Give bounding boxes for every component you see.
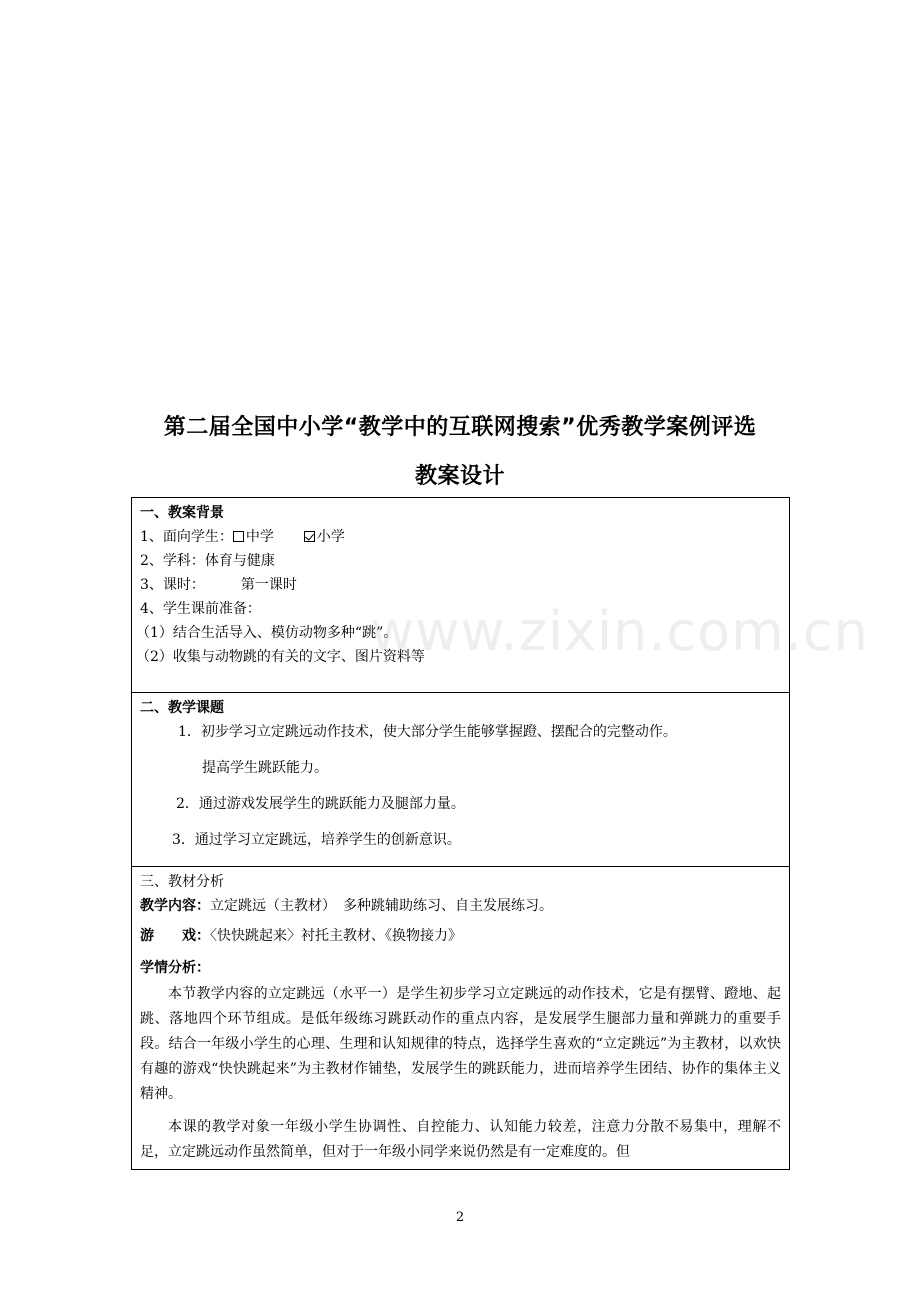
document-title: 第二届全国中小学“教学中的互联网搜索”优秀教学案例评选 bbox=[163, 415, 757, 440]
page-number: 2 bbox=[455, 1210, 465, 1225]
checkbox-primary-school[interactable] bbox=[304, 531, 315, 542]
goal-item: 2．通过游戏发展学生的跳跃能力及腿部力量。 bbox=[176, 796, 465, 812]
analysis-paragraph: 本节教学内容的立定跳远（水平一）是学生初步学习立定跳远的动作技术，它是有摆臂、蹬地、起跳、落地四个环节组成。是低年级练习跳跃动作的重点内容，是发展学生腿部力量和弹跳力的重要手段。结合一年级小学生的心理、生理和认知规律的特点，选择学生喜欢的“立定跳远”为主教材，以欢快有趣的游戏“快快跳起来”为主教材作铺垫，发展学生的跳跃能力，进而培养学生团结、协作的集体主义精神。 bbox=[140, 986, 781, 1102]
checkbox-middle-school[interactable] bbox=[233, 531, 244, 542]
game-label: 游 戏： bbox=[140, 928, 210, 944]
game-value: 〈快快跳起来〉衬托主教材、《换物接力》 bbox=[210, 928, 462, 944]
section-heading: 二、教学课题 bbox=[140, 700, 224, 716]
watermark: www.zixin.com.cn bbox=[370, 600, 869, 663]
section-topic bbox=[132, 693, 789, 867]
goal-item-continued: 提高学生跳跃能力。 bbox=[202, 760, 328, 776]
game-row bbox=[140, 924, 781, 948]
period-row bbox=[140, 573, 781, 597]
prep-label: 4、学生课前准备： bbox=[140, 601, 261, 617]
lesson-plan-table bbox=[131, 497, 790, 1170]
content-label: 教学内容： bbox=[140, 898, 210, 914]
section-heading: 三、教材分析 bbox=[140, 874, 224, 890]
period-label: 3、课时： bbox=[140, 577, 205, 593]
section-background bbox=[132, 498, 789, 693]
content-row bbox=[140, 894, 781, 918]
section-material-analysis bbox=[132, 867, 789, 1169]
content-value: 立定跳远（主教材） 多种跳辅助练习、自主发展练习。 bbox=[210, 898, 553, 914]
period-value: 第一课时 bbox=[240, 577, 297, 593]
audience-row bbox=[140, 525, 781, 549]
analysis-label: 学情分析： bbox=[140, 960, 210, 976]
option-primary-label: 小学 bbox=[316, 529, 345, 545]
prep-item: （2）收集与动物跳的有关的文字、图片资料等 bbox=[136, 649, 425, 665]
analysis-paragraph: 本课的教学对象一年级小学生协调性、自控能力、认知能力较差，注意力分散不易集中，理解不足，立定跳远动作虽然简单，但对于一年级小同学来说仍然是有一定难度的。但 bbox=[140, 1119, 781, 1160]
audience-label: 1、面向学生： bbox=[140, 529, 233, 545]
goal-item: 1．初步学习立定跳远动作技术，使大部分学生能够掌握蹬、摆配合的完整动作。 bbox=[178, 724, 677, 740]
prep-item: （1）结合生活导入、模仿动物多种“跳”。 bbox=[136, 625, 398, 641]
section-heading: 一、教案背景 bbox=[140, 505, 224, 521]
goal-item: 3．通过学习立定跳远，培养学生的创新意识。 bbox=[172, 832, 461, 848]
option-middle-label: 中学 bbox=[245, 529, 274, 545]
document-subtitle: 教案设计 bbox=[414, 464, 505, 489]
subject-row: 2、学科：体育与健康 bbox=[140, 553, 275, 569]
